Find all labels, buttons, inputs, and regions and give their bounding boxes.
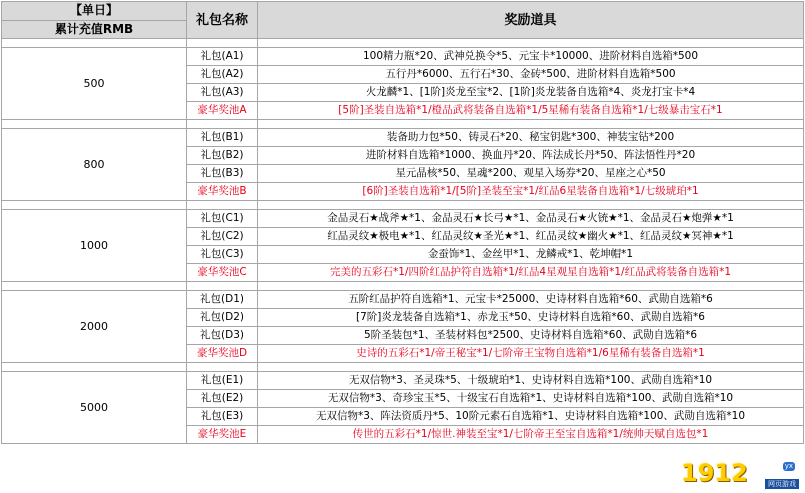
reward-items-cell: 进阶材料自选箱*1000、换血丹*20、阵法成长丹*50、阵法悟性丹*20 — [258, 147, 804, 165]
package-name-cell: 礼包(C3) — [187, 246, 258, 264]
deluxe-pool-name-cell: 豪华奖池B — [187, 183, 258, 201]
header-period: 【单日】 — [2, 2, 187, 21]
recharge-amount-cell: 5000 — [2, 372, 187, 444]
recharge-amount-cell: 800 — [2, 129, 187, 201]
deluxe-pool-reward-cell: [5阶]圣装自选箱*1/橙品武将装备自选箱*1/5星稀有装备自选箱*1/七级暴击宝石*1 — [258, 102, 804, 120]
recharge-amount-cell: 2000 — [2, 291, 187, 363]
deluxe-pool-reward-cell: [6阶]圣装自选箱*1/[5阶]圣装至宝*1/红品6星装备自选箱*1/七级琥珀*1 — [258, 183, 804, 201]
reward-items-cell: 无双信物*3、奇珍宝玉*5、十级宝石自选箱*1、史诗材料自选箱*100、武勋自选箱*10 — [258, 390, 804, 408]
gap-cell — [187, 282, 258, 291]
table-row — [2, 210, 804, 228]
reward-items-cell: 5阶圣装包*1、圣装材料包*2500、史诗材料自选箱*60、武勋自选箱*6 — [258, 327, 804, 345]
package-name-cell: 礼包(A2) — [187, 66, 258, 84]
deluxe-pool-reward-cell: 传世的五彩石*1/惊世.神装至宝*1/七阶帝王至宝自选箱*1/统帅天赋自选包*1 — [258, 426, 804, 444]
package-name-cell: 礼包(E2) — [187, 390, 258, 408]
gap-cell — [2, 39, 187, 48]
gap-cell — [2, 120, 187, 129]
deluxe-pool-reward-cell: 史诗的五彩石*1/帝王秘宝*1/七阶帝王宝物自选箱*1/6星稀有装备自选箱*1 — [258, 345, 804, 363]
reward-items-cell: 无双信物*3、阵法资质丹*5、10阶元素石自选箱*1、史诗材料自选箱*100、武勋自选箱*10 — [258, 408, 804, 426]
table-row — [2, 372, 804, 390]
gap-cell — [258, 120, 804, 129]
table-row — [2, 129, 804, 147]
watermark-logo-text: 1912 — [681, 459, 748, 487]
gap-cell — [258, 363, 804, 372]
reward-items-cell: 五行丹*6000、五行石*30、金砖*500、进阶材料自选箱*500 — [258, 66, 804, 84]
reward-items-cell: 金品灵石★战斧★*1、金品灵石★长弓★*1、金品灵石★火铳★*1、金品灵石★炮弹★*1 — [258, 210, 804, 228]
header-reward-items: 奖励道具 — [258, 2, 804, 39]
reward-items-cell: [7阶]炎龙装备自选箱*1、赤龙玉*50、史诗材料自选箱*60、武勋自选箱*6 — [258, 309, 804, 327]
recharge-amount-cell: 500 — [2, 48, 187, 120]
section-gap-row — [2, 201, 804, 210]
reward-items-cell: 100精力瓶*20、武神兑换令*5、元宝卡*10000、进阶材料自选箱*500 — [258, 48, 804, 66]
reward-items-cell: 金蚕饰*1、金丝甲*1、龙鳞戒*1、乾坤帽*1 — [258, 246, 804, 264]
package-name-cell: 礼包(D3) — [187, 327, 258, 345]
gap-cell — [2, 363, 187, 372]
package-name-cell: 礼包(A1) — [187, 48, 258, 66]
reward-items-cell: 五阶红品护符自选箱*1、元宝卡*25000、史诗材料自选箱*60、武勋自选箱*6 — [258, 291, 804, 309]
header-cumulative-recharge: 累计充值RMB — [2, 20, 187, 39]
section-gap-row — [2, 282, 804, 291]
gap-cell — [2, 282, 187, 291]
section-gap-row — [2, 39, 804, 48]
reward-items-cell: 星元晶核*50、星魂*200、观星入场券*20、星座之心*50 — [258, 165, 804, 183]
reward-items-cell: 无双信物*3、圣灵珠*5、十级琥珀*1、史诗材料自选箱*100、武勋自选箱*10 — [258, 372, 804, 390]
package-name-cell: 礼包(A3) — [187, 84, 258, 102]
gap-cell — [187, 363, 258, 372]
gap-cell — [258, 39, 804, 48]
package-name-cell: 礼包(B2) — [187, 147, 258, 165]
site-watermark-logo — [679, 461, 799, 489]
recharge-amount-cell: 1000 — [2, 210, 187, 282]
gap-cell — [258, 201, 804, 210]
package-name-cell: 礼包(B3) — [187, 165, 258, 183]
watermark-subtitle: 网页游戏 — [765, 479, 799, 489]
gap-cell — [187, 201, 258, 210]
package-name-cell: 礼包(C2) — [187, 228, 258, 246]
recharge-reward-table — [1, 1, 804, 444]
table-row — [2, 48, 804, 66]
gap-cell — [187, 120, 258, 129]
gap-cell — [258, 282, 804, 291]
deluxe-pool-name-cell: 豪华奖池E — [187, 426, 258, 444]
section-gap-row — [2, 363, 804, 372]
table-header-row — [2, 2, 804, 21]
package-name-cell: 礼包(D1) — [187, 291, 258, 309]
gap-cell — [187, 39, 258, 48]
reward-items-cell: 火龙麟*1、[1阶]炎龙至宝*2、[1阶]炎龙装备自选箱*4、炎龙打宝卡*4 — [258, 84, 804, 102]
deluxe-pool-name-cell: 豪华奖池C — [187, 264, 258, 282]
table-row — [2, 291, 804, 309]
header-package-name: 礼包名称 — [187, 2, 258, 39]
reward-items-cell: 红品灵纹★极电★*1、红品灵纹★圣光★*1、红品灵纹★幽火★*1、红品灵纹★冥神★*1 — [258, 228, 804, 246]
reward-items-cell: 装备助力包*50、铸灵石*20、秘宝钥匙*300、神装宝钻*200 — [258, 129, 804, 147]
deluxe-pool-name-cell: 豪华奖池A — [187, 102, 258, 120]
package-name-cell: 礼包(B1) — [187, 129, 258, 147]
section-gap-row — [2, 120, 804, 129]
package-name-cell: 礼包(D2) — [187, 309, 258, 327]
watermark-badge: yx — [784, 462, 793, 470]
package-name-cell: 礼包(E3) — [187, 408, 258, 426]
deluxe-pool-reward-cell: 完美的五彩石*1/四阶红品护符自选箱*1/红品4星观星自选箱*1/红品武将装备自选箱*1 — [258, 264, 804, 282]
gap-cell — [2, 201, 187, 210]
package-name-cell: 礼包(C1) — [187, 210, 258, 228]
package-name-cell: 礼包(E1) — [187, 372, 258, 390]
deluxe-pool-name-cell: 豪华奖池D — [187, 345, 258, 363]
